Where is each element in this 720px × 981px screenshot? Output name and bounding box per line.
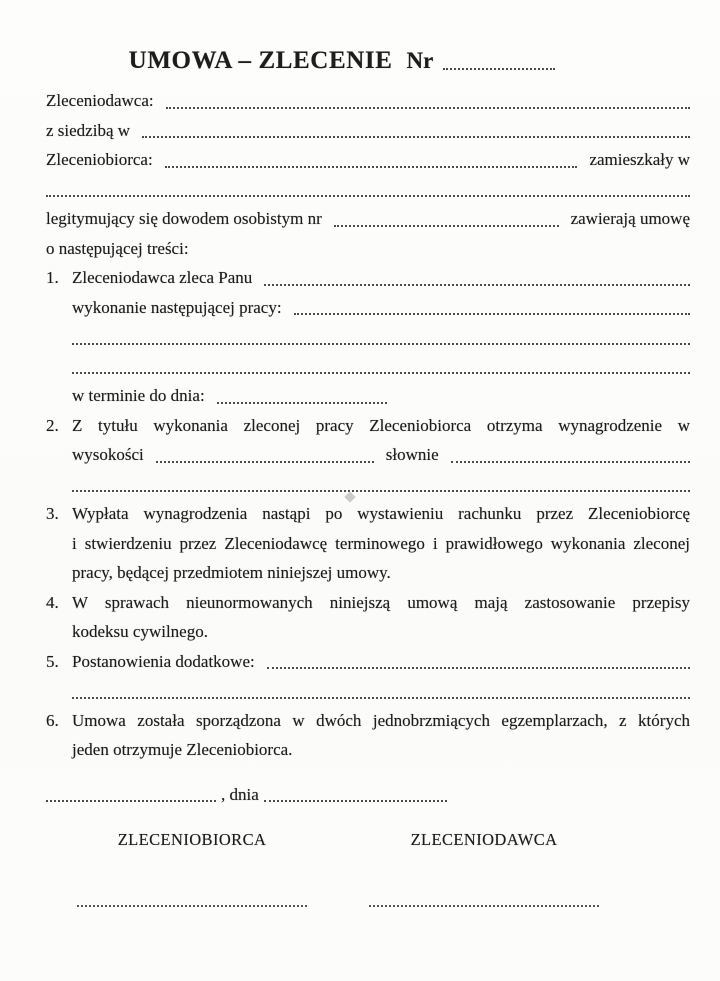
zleceniodawca-signature-blank — [369, 905, 599, 907]
clause-6-line-2: jeden otrzymuje Zleceniobiorca. — [72, 740, 293, 759]
zleceniobiorca-row — [46, 145, 690, 175]
zleceniobiorca-signature-label: ZLECENIOBIORCA — [117, 830, 267, 849]
clause-1-blank-row-2 — [72, 352, 690, 382]
tresc-intro-line: o następującej treści: — [46, 238, 189, 258]
zleceniobiorca-signature-blank — [77, 905, 307, 907]
clause-6-line-1: Umowa została sporządzona w dwóch jednobrzmiących egzemplarzach, z których — [72, 710, 690, 730]
postanowienia-blank — [267, 667, 690, 669]
clause-6-number: 6. — [46, 710, 59, 730]
zleceniodawca-blank — [166, 107, 690, 109]
dowod-blank — [334, 225, 559, 227]
clause-3-line-2: i stwierdzeniu przez Zleceniodawcę terminowego i prawidłowego wykonania zleconej — [72, 533, 690, 553]
clause-3-line-3: pracy, będącej przedmiotem niniejszej umowy. — [72, 563, 391, 582]
zawieraja-label: zawierają umowę — [570, 209, 690, 228]
intro-section — [46, 86, 690, 263]
clause-5-blank-row — [72, 676, 690, 706]
clause-1-line-5 — [72, 381, 690, 411]
clause-5 — [46, 647, 690, 706]
zleceniobiorca-label: Zleceniobiorca: — [46, 150, 153, 169]
zamieszkaly-label: zamieszkały w — [589, 150, 690, 169]
slownie-blank — [451, 461, 690, 463]
wykonanie-pracy-label: wykonanie następującej pracy: — [72, 297, 282, 317]
place-date-row — [46, 780, 690, 810]
contract-number-blank — [443, 68, 555, 70]
clause-1-number: 1. — [46, 268, 59, 287]
clause-2-line-2 — [72, 440, 690, 470]
wysokosci-blank — [156, 461, 374, 463]
clause-2-number: 2. — [46, 415, 59, 435]
clause-2-line-1: Z tytułu wykonania zleconej pracy Zleceniobiorca otrzyma wynagrodzenie w — [72, 415, 690, 435]
clause-2-blank-row — [72, 470, 690, 500]
address-blank — [46, 195, 690, 197]
clause-5-number: 5. — [46, 651, 59, 671]
zleca-panu-blank — [264, 284, 690, 286]
clause-1-line-2 — [72, 293, 690, 323]
zleceniobiorca-signature-column — [46, 825, 338, 912]
zleca-panu-label: Zleceniodawca zleca Panu — [72, 268, 253, 287]
address-blank-row — [46, 175, 690, 205]
postanowienia-blank-2 — [72, 697, 690, 699]
clause-1-blank-row-1 — [72, 322, 690, 352]
zleceniodawca-label: Zleceniodawca: — [46, 91, 154, 110]
clause-3-line-1: Wypłata wynagrodzenia nastąpi po wystawieniu rachunku przez Zleceniobiorcę — [72, 504, 690, 523]
document-title-row — [20, 46, 664, 76]
contract-number-label: Nr — [406, 48, 434, 73]
signatures-section — [46, 825, 630, 912]
dowod-label: legitymujący się dowodem osobistym nr — [46, 209, 322, 228]
slownie-blank-2 — [72, 490, 690, 492]
zleceniobiorca-blank — [165, 166, 578, 168]
siedziba-blank — [142, 136, 690, 138]
place-blank — [46, 800, 216, 802]
clause-1-line-1 — [72, 263, 690, 293]
slownie-label: słownie — [385, 445, 439, 464]
dnia-label: , dnia — [221, 784, 259, 804]
zleceniodawca-row — [46, 86, 690, 116]
clause-1 — [46, 263, 690, 411]
clause-3-number: 3. — [46, 504, 59, 523]
document-title: UMOWA – ZLECENIE — [128, 47, 393, 74]
praca-opis-blank-2 — [72, 372, 690, 374]
wysokosci-label: wysokości — [72, 445, 144, 464]
clause-4 — [46, 588, 690, 647]
postanowienia-label: Postanowienia dodatkowe: — [72, 651, 255, 671]
siedziba-label: z siedzibą w — [46, 120, 131, 140]
clause-4-line-1: W sprawach nieunormowanych niniejszą umową mają zastosowanie przepisy — [72, 592, 690, 612]
dowod-row — [46, 204, 690, 234]
clause-5-line-1 — [72, 647, 690, 677]
siedziba-row — [46, 116, 690, 146]
clause-3 — [46, 499, 690, 588]
praca-opis-blank-1 — [72, 343, 690, 345]
termin-blank — [217, 402, 387, 404]
clause-2 — [46, 411, 690, 500]
zleceniodawca-signature-column — [338, 825, 630, 912]
clause-6 — [46, 706, 690, 765]
clause-4-number: 4. — [46, 592, 59, 612]
zleceniodawca-signature-label: ZLECENIODAWCA — [410, 830, 558, 849]
wykonanie-pracy-blank — [294, 313, 690, 315]
termin-label: w terminie do dnia: — [72, 386, 205, 405]
date-blank — [264, 800, 447, 802]
clause-4-line-2: kodeksu cywilnego. — [72, 622, 208, 641]
